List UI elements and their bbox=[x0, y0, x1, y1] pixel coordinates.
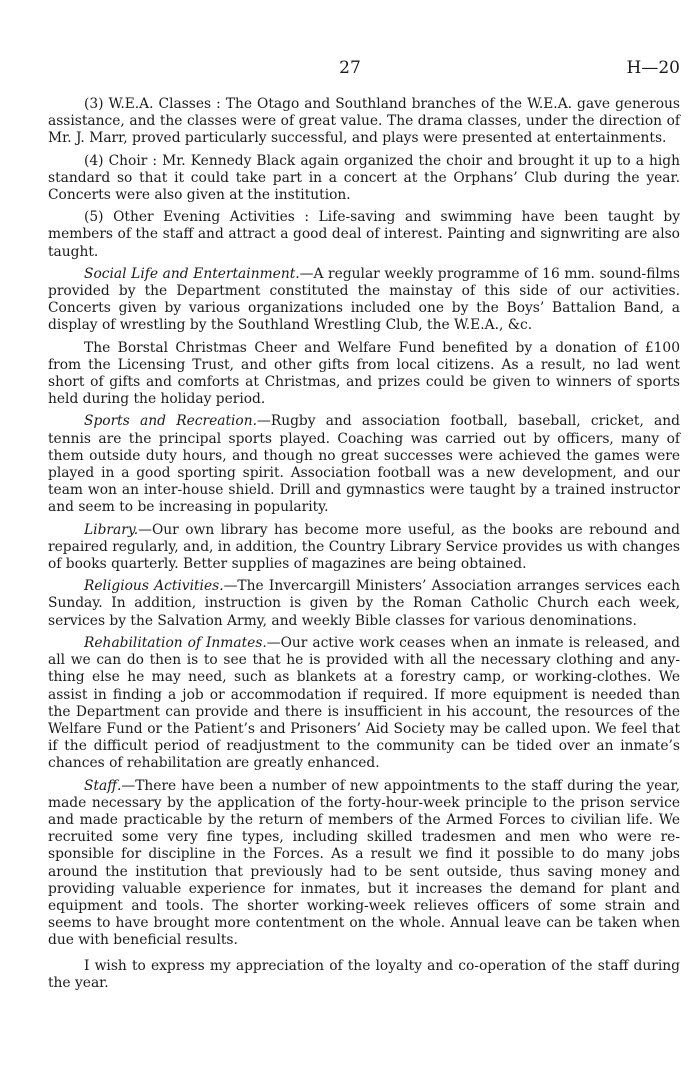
section-heading-rehabilitation: Rehabilitation of Inmates. bbox=[84, 634, 267, 651]
document-body bbox=[48, 96, 680, 997]
paragraph-christmas-fund: The Borstal Christmas Cheer and Welfare Fund benefited by a donation of £100 from the Licensing Trust, and other gifts from local citizens. As a result, no lad went short of gifts and comforts at Christmas, and prizes could be given to winners of sports held during the holiday period. bbox=[48, 339, 680, 408]
paragraph-evening-activities: (5) Other Evening Activities : Life-saving and swimming have been taught by members of the staff and attract a good deal of interest. Painting and signwriting are also taught. bbox=[48, 209, 680, 260]
section-heading-social-life: Social Life and Entertainment. bbox=[84, 265, 300, 282]
paragraph-wea-classes: (3) W.E.A. Classes : The Otago and Southland branches of the W.E.A. gave generous assistance, and the classes were of great value. The drama classes, under the direction of Mr. J. Marr, proved particularly successful, and plays were presented at entertainments. bbox=[48, 96, 680, 147]
page-number: 27 bbox=[339, 58, 361, 78]
paragraph-appreciation: I wish to express my appreciation of the loyalty and co-operation of the staff during the year. bbox=[48, 957, 680, 991]
paragraph-rehabilitation: Rehabilitation of Inmates.—Our active work ceases when an inmate is released, and all we can do then is to see that he is provided with all the necessary clothing and any-thing else he may need, such as blankets at a forestry camp, or working-clothes. We assist in finding a job or accommodation if required. If more equipment is needed than the Department can provide and there is insufficient in his account, the resources of the Welfare Fund or the Patient’s and Prisoners’ Aid Society may be called upon. We feel that if the difficult period of readjustment to the community can be tided over an inmate’s chances of rehabilitation are greatly enhanced. bbox=[48, 634, 680, 772]
section-heading-staff: Staff. bbox=[84, 777, 122, 794]
section-heading-library: Library. bbox=[84, 521, 139, 538]
page-header bbox=[0, 58, 700, 82]
section-heading-sports: Sports and Recreation. bbox=[84, 413, 258, 430]
paragraph-staff: Staff.—There have been a number of new appointments to the staff during the year, made necessary by the application of the forty-hour-week principle to the prison service and made practicable by the return of members of the Armed Forces to civilian life. We recruited some very fine types, including skilled tradesmen and men who were re-sponsible for discipline in the Forces. As a result we find it possible to do many jobs around the institution that previously had to be sent outside, thus saving money and providing valuable experience for inmates, but it increases the demand for plant and equipment and tools. The shorter working-week relieves officers of some strain and seems to have brought more contentment on the whole. Annual leave can be taken when due with beneficial results. bbox=[48, 777, 680, 949]
report-code: H—20 bbox=[626, 58, 680, 78]
paragraph-social-life: Social Life and Entertainment.—A regular weekly programme of 16 mm. sound-films provided by the Department constituted the mainstay of this side of our activities. Concerts given by various organizations included one by the Boys’ Battalion Band, a display of wrestling by the Southland Wrestling Club, the W.E.A., &c. bbox=[48, 265, 680, 334]
paragraph-religious: Religious Activities.—The Invercargill Ministers’ Association arranges services each Sunday. In addition, instruction is given by the Roman Catholic Church each week, services by the Salvation Army, and weekly Bible classes for various denominations. bbox=[48, 578, 680, 629]
paragraph-library: Library.—Our own library has become more useful, as the books are rebound and repaired regularly, and, in addition, the Country Library Service provides us with changes of books quarterly. Better supplies of magazines are being obtained. bbox=[48, 521, 680, 573]
section-heading-religious: Religious Activities. bbox=[84, 578, 224, 595]
paragraph-choir: (4) Choir : Mr. Kennedy Black again organized the choir and brought it up to a high standard so that it could take part in a concert at the Orphans’ Club during the year. Concerts were also given at the institution. bbox=[48, 152, 680, 204]
paragraph-sports: Sports and Recreation.—Rugby and association football, baseball, cricket, and tennis are the principal sports played. Coaching was carried out by officers, many of them outside duty hours, and though no great successes were achieved the games were played in a good sporting spirit. Association football was a new development, and our team won an inter-house shield. Drill and gymnastics were taught by a trained instructor and seem to be increasing in popularity. bbox=[48, 413, 680, 516]
